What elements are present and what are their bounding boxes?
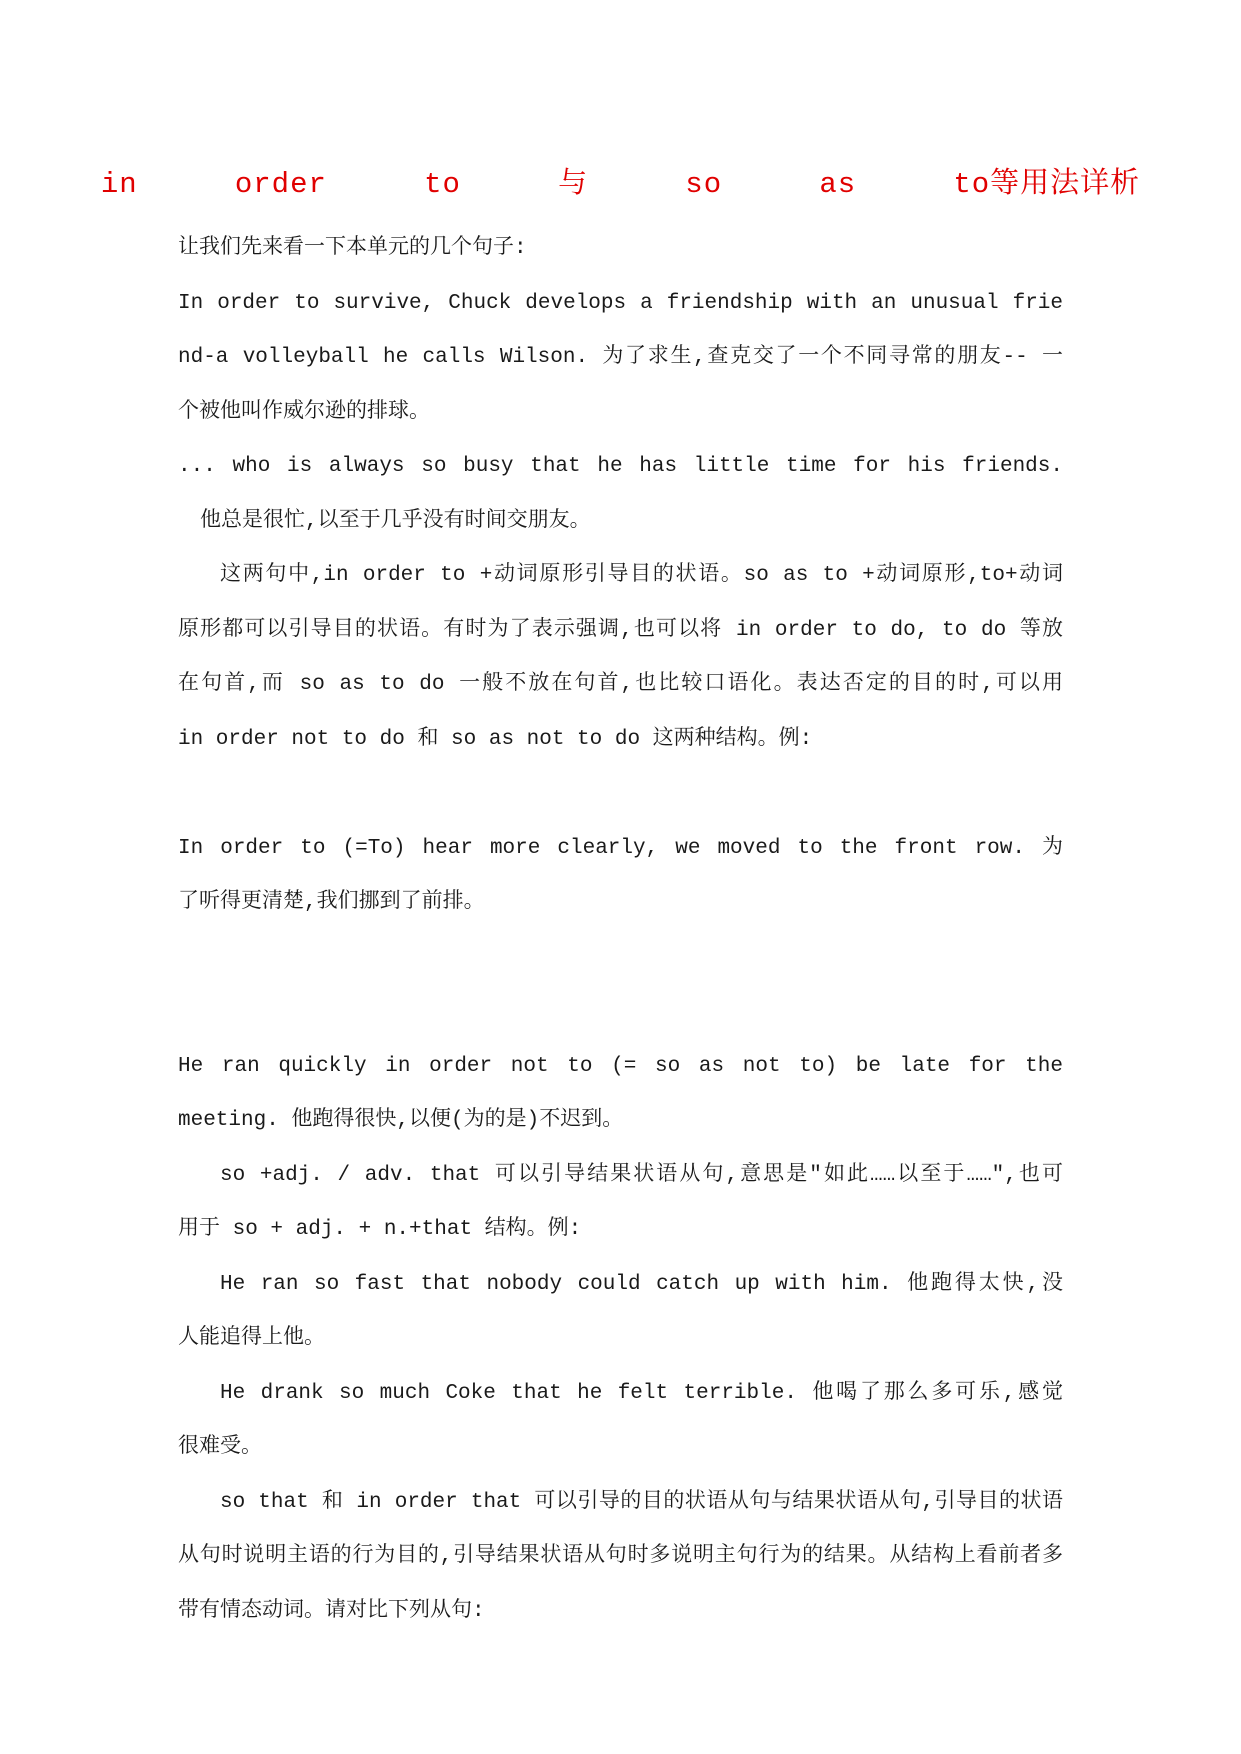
text-line: ... who is always so busy that he has little time for his friends. [178, 455, 1063, 478]
blank-line [178, 767, 1063, 822]
document-body [178, 222, 1063, 1639]
text-line: 原形都可以引导目的状语。有时为了表示强调,也可以将 in order to do, to do 等放 [178, 618, 1063, 642]
blank-line [178, 931, 1063, 986]
text-line: so +adj. / adv. that 可以引导结果状语从句,意思是"如此……以至于……",也可 [220, 1163, 1063, 1187]
text-line: In order to survive, Chuck develops a friendship with an unusual frie [178, 291, 1063, 315]
text-line: He ran quickly in order not to (= so as not to) be late for the [178, 1054, 1063, 1078]
text-line: 很难受。 [178, 1436, 262, 1459]
text-line: 让我们先来看一下本单元的几个句子: [178, 237, 527, 260]
text-line: He drank so much Coke that he felt terrible. 他喝了那么多可乐,感觉 [220, 1381, 1063, 1405]
text-line: 这两句中,in order to +动词原形引导目的状语。so as to +动词原形,to+动词 [220, 564, 1063, 587]
text-line: He ran so fast that nobody could catch up with him. 他跑得太快,没 [220, 1272, 1063, 1296]
text-line: 带有情态动词。请对比下列从句: [178, 1599, 485, 1623]
text-line: 从句时说明主语的行为目的,引导结果状语从句时多说明主句行为的结果。从结构上看前者多 [178, 1545, 1063, 1568]
text-line: 了听得更清楚,我们挪到了前排。 [178, 891, 485, 914]
text-line: in order not to do 和 so as not to do 这两种结构。例: [178, 727, 813, 751]
text-line: 他总是很忙,以至于几乎没有时间交朋友。 [200, 509, 591, 533]
text-line: so that 和 in order that 可以引导的目的状语从句与结果状语从句,引导目的状语 [220, 1490, 1063, 1514]
text-line: 个被他叫作威尔逊的排球。 [178, 400, 430, 424]
text-line: 人能追得上他。 [178, 1327, 325, 1350]
text-line: meeting. 他跑得很快,以便(为的是)不迟到。 [178, 1109, 624, 1132]
document-title: in order to 与 so as to等用法详析 [100, 168, 1141, 201]
text-line: 在句首,而 so as to do 一般不放在句首,也比较口语化。表达否定的目的时,可以用 [178, 673, 1063, 696]
text-line: In order to (=To) hear more clearly, we moved to the front row. 为 [178, 836, 1063, 860]
blank-line [178, 985, 1063, 1040]
text-line: 用于 so + adj. + n.+that 结构。例: [178, 1218, 582, 1241]
text-line: nd-a volleyball he calls Wilson. 为了求生,查克交了一个不同寻常的朋友-- 一 [178, 346, 1063, 369]
